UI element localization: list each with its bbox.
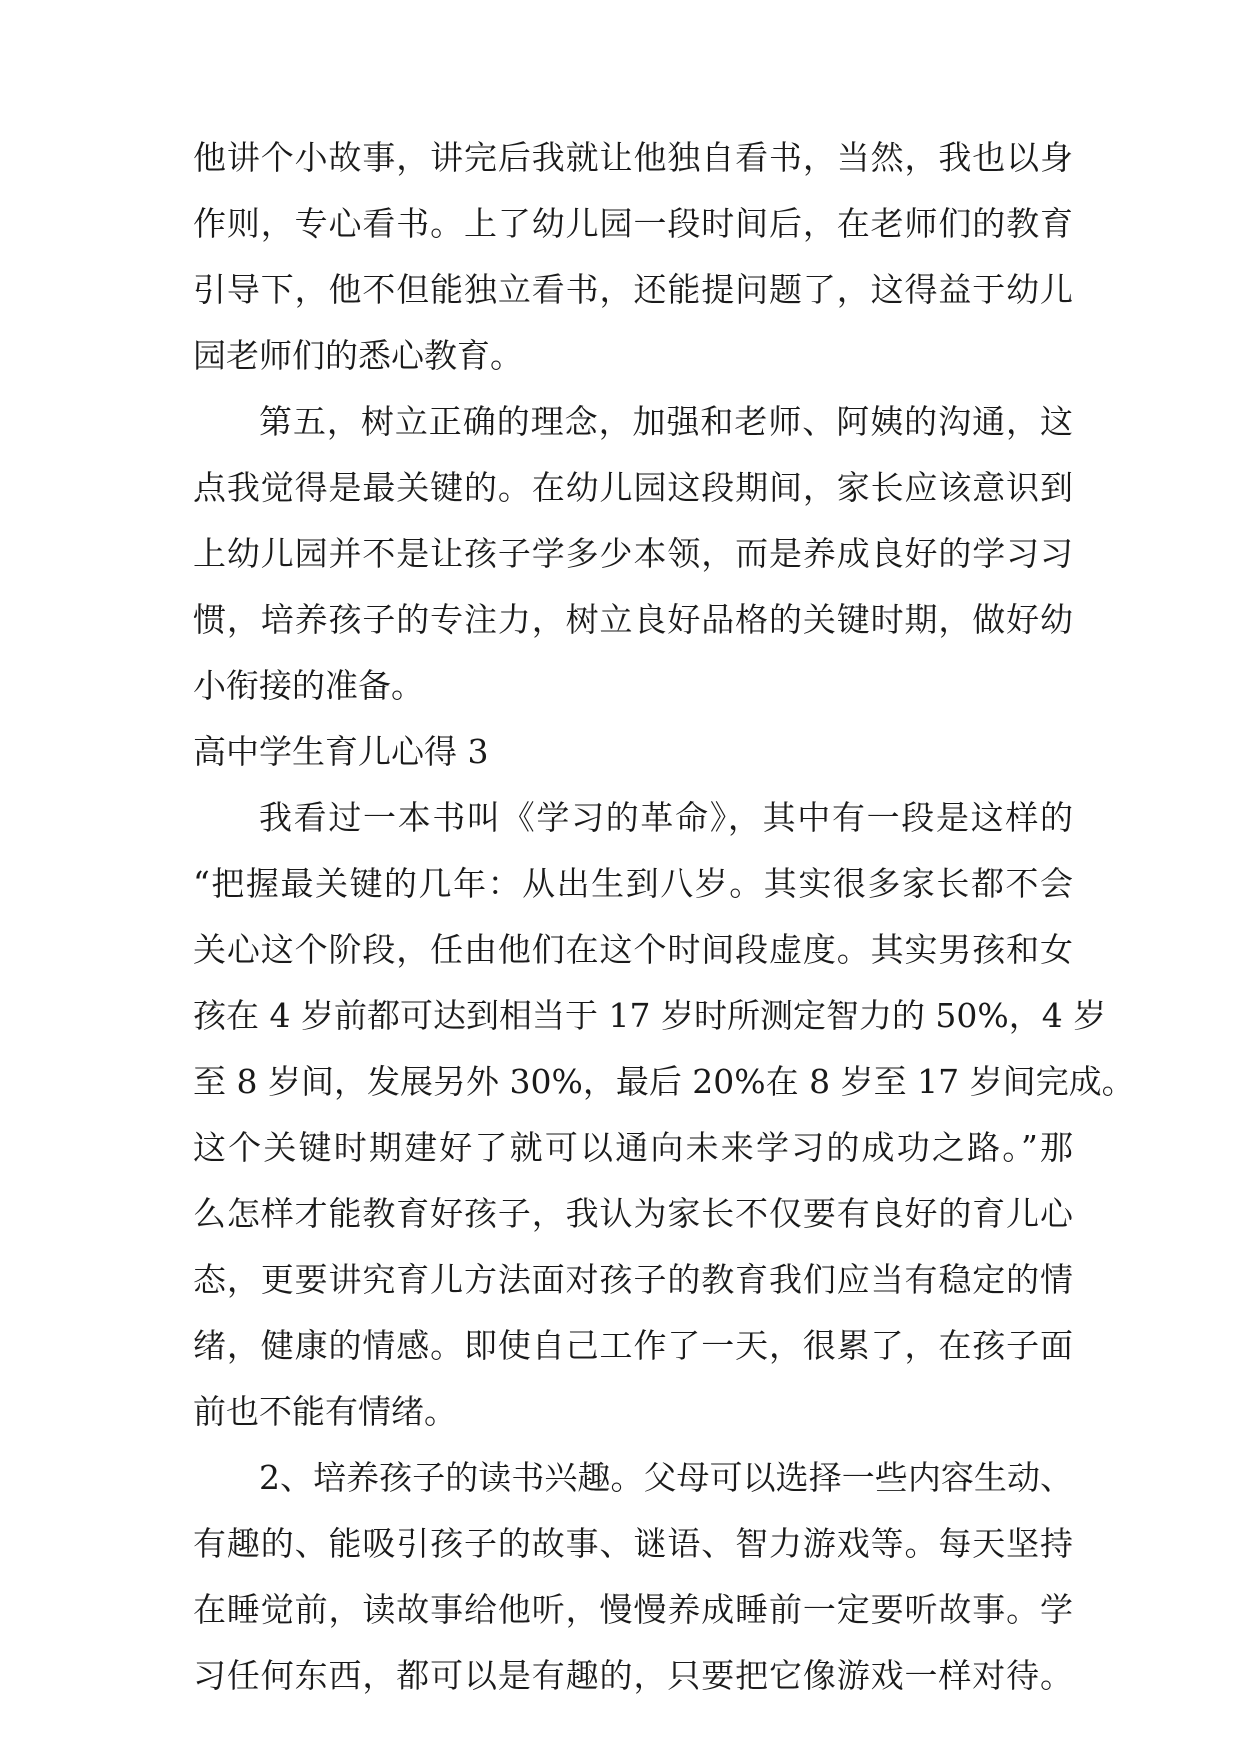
text-line: 孩在 4 岁前都可达到相当于 17 岁时所测定智力的 50%，4 岁 — [193, 996, 1107, 1035]
paragraph-first-line: 2、培养孩子的读书兴趣。父母可以选择一些内容生动、 — [259, 1458, 1073, 1497]
text-line: 关心这个阶段，任由他们在这个时间段虚度。其实男孩和女 — [193, 930, 1073, 969]
text-line: 他讲个小故事，讲完后我就让他独自看书，当然，我也以身 — [193, 138, 1073, 177]
text-line: 在睡觉前，读故事给他听，慢慢养成睡前一定要听故事。学 — [193, 1590, 1073, 1629]
text-line: 至 8 岁间，发展另外 30%，最后 20%在 8 岁至 17 岁间完成。 — [193, 1062, 1135, 1101]
text-line: 前也不能有情绪。 — [193, 1392, 457, 1431]
text-line: 作则，专心看书。上了幼儿园一段时间后，在老师们的教育 — [193, 204, 1073, 243]
text-line: 惯，培养孩子的专注力，树立良好品格的关键时期，做好幼 — [193, 600, 1073, 639]
text-line: 态，更要讲究育儿方法面对孩子的教育我们应当有稳定的情 — [193, 1260, 1073, 1299]
text-line: 点我觉得是最关键的。在幼儿园这段期间，家长应该意识到 — [193, 468, 1073, 507]
paragraph-first-line: 我看过一本书叫《学习的革命》，其中有一段是这样的 — [259, 798, 1073, 837]
paragraph-first-line: 第五，树立正确的理念，加强和老师、阿姨的沟通，这 — [259, 402, 1073, 441]
text-line: 习任何东西，都可以是有趣的，只要把它像游戏一样对待。 — [193, 1656, 1073, 1695]
text-line: 这个关键时期建好了就可以通向未来学习的成功之路。”那 — [193, 1128, 1073, 1167]
text-line: 园老师们的悉心教育。 — [193, 336, 523, 375]
text-line: 小衔接的准备。 — [193, 666, 424, 705]
section-heading: 高中学生育儿心得 3 — [193, 732, 489, 771]
text-line: 上幼儿园并不是让孩子学多少本领，而是养成良好的学习习 — [193, 534, 1073, 573]
text-line: 么怎样才能教育好孩子，我认为家长不仅要有良好的育儿心 — [193, 1194, 1073, 1233]
text-line: 绪，健康的情感。即使自己工作了一天，很累了，在孩子面 — [193, 1326, 1073, 1365]
text-line: 引导下，他不但能独立看书，还能提问题了，这得益于幼儿 — [193, 270, 1073, 309]
text-line: 有趣的、能吸引孩子的故事、谜语、智力游戏等。每天坚持 — [193, 1524, 1073, 1563]
text-line: “把握最关键的几年：从出生到八岁。其实很多家长都不会 — [193, 864, 1073, 903]
